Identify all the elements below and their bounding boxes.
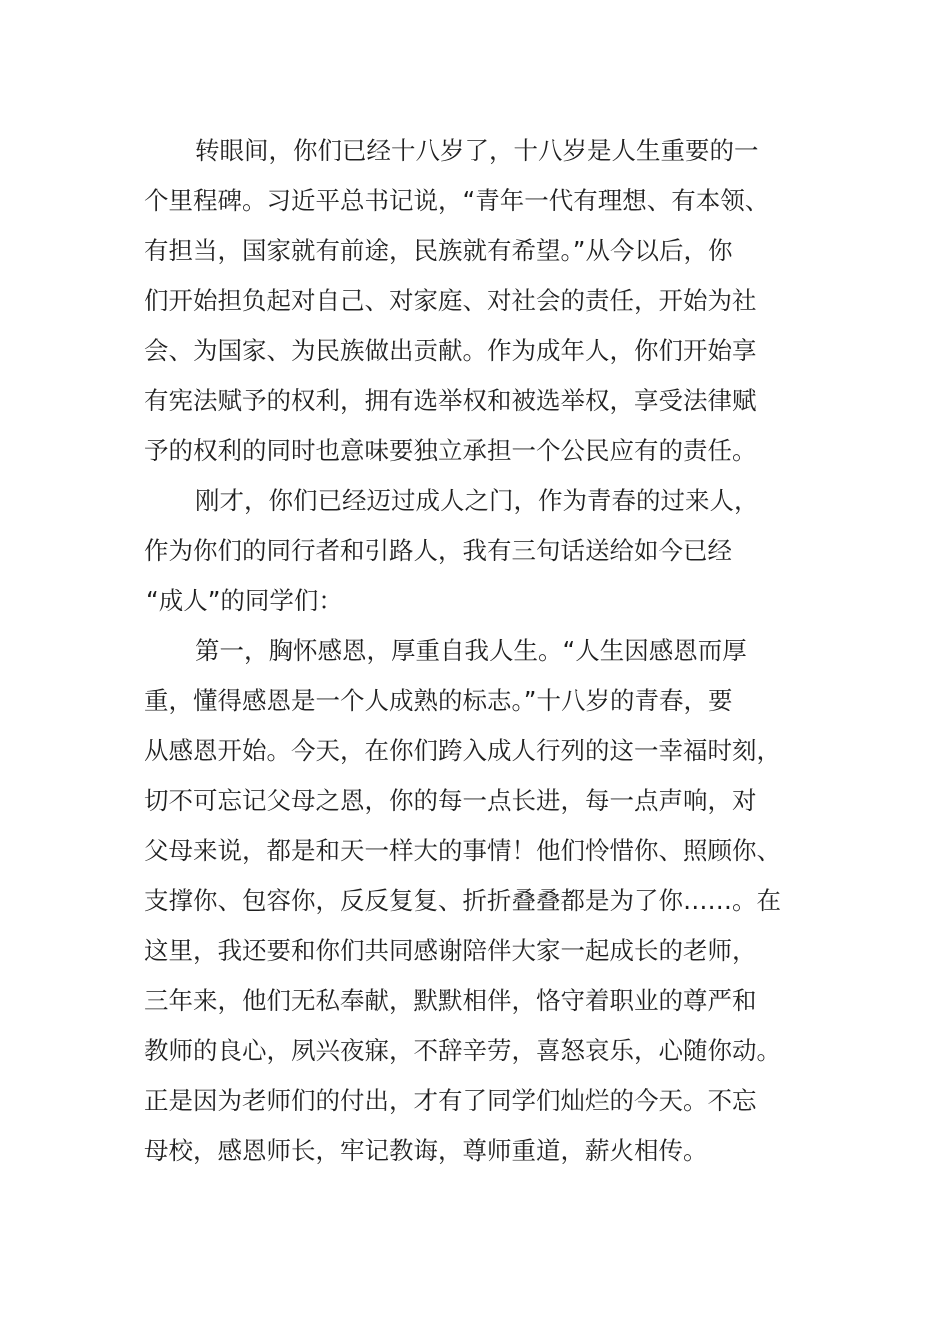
paragraph-line: 这里，我还要和你们共同感谢陪伴大家一起成长的老师，: [144, 936, 757, 965]
paragraph-gratitude: [144, 626, 809, 1176]
paragraph-line: 个里程碑。习近平总书记说，“青年一代有理想、有本领、: [144, 186, 770, 215]
paragraph-line: 重，懂得感恩是一个人成熟的标志。”十八岁的青春，要: [144, 686, 733, 715]
paragraph-line: 从感恩开始。今天，在你们跨入成人行列的这一幸福时刻，: [144, 736, 781, 765]
paragraph-line: 刚才，你们已经迈过成人之门，作为青春的过来人，: [195, 486, 759, 515]
paragraph-line: 们开始担负起对自己、对家庭、对社会的责任，开始为社: [144, 286, 757, 315]
paragraph-line: 有担当，国家就有前途，民族就有希望。”从今以后，你: [144, 236, 733, 265]
paragraph-three-messages: [144, 476, 809, 626]
paragraph-line: 作为你们的同行者和引路人，我有三句话送给如今已经: [144, 536, 732, 565]
paragraph-line: 予的权利的同时也意味要独立承担一个公民应有的责任。: [144, 436, 757, 465]
paragraph-line: 父母来说，都是和天一样大的事情！他们怜惜你、照顾你、: [144, 836, 781, 865]
paragraph-line: 有宪法赋予的权利，拥有选举权和被选举权，享受法律赋: [144, 386, 757, 415]
paragraph-line: 母校，感恩师长，牢记教诲，尊师重道，薪火相传。: [144, 1136, 708, 1165]
paragraph-line: 教师的良心，夙兴夜寐，不辞辛劳，喜怒哀乐，心随你动。: [144, 1036, 781, 1065]
paragraph-line: 第一，胸怀感恩，厚重自我人生。“人生因感恩而厚: [195, 636, 747, 665]
paragraph-coming-of-age: [144, 126, 809, 476]
paragraph-line: 正是因为老师们的付出，才有了同学们灿烂的今天。不忘: [144, 1086, 757, 1115]
paragraph-line: 转眼间，你们已经十八岁了，十八岁是人生重要的一: [195, 136, 759, 165]
document-body: [144, 126, 809, 1176]
paragraph-line: 切不可忘记父母之恩，你的每一点长进，每一点声响，对: [144, 786, 757, 815]
paragraph-line: 三年来，他们无私奉献，默默相伴，恪守着职业的尊严和: [144, 986, 757, 1015]
paragraph-line: 会、为国家、为民族做出贡献。作为成年人，你们开始享: [144, 336, 757, 365]
paragraph-line: “成人”的同学们：: [146, 586, 343, 615]
paragraph-line: 支撑你、包容你，反反复复、折折叠叠都是为了你……。在: [144, 886, 781, 915]
